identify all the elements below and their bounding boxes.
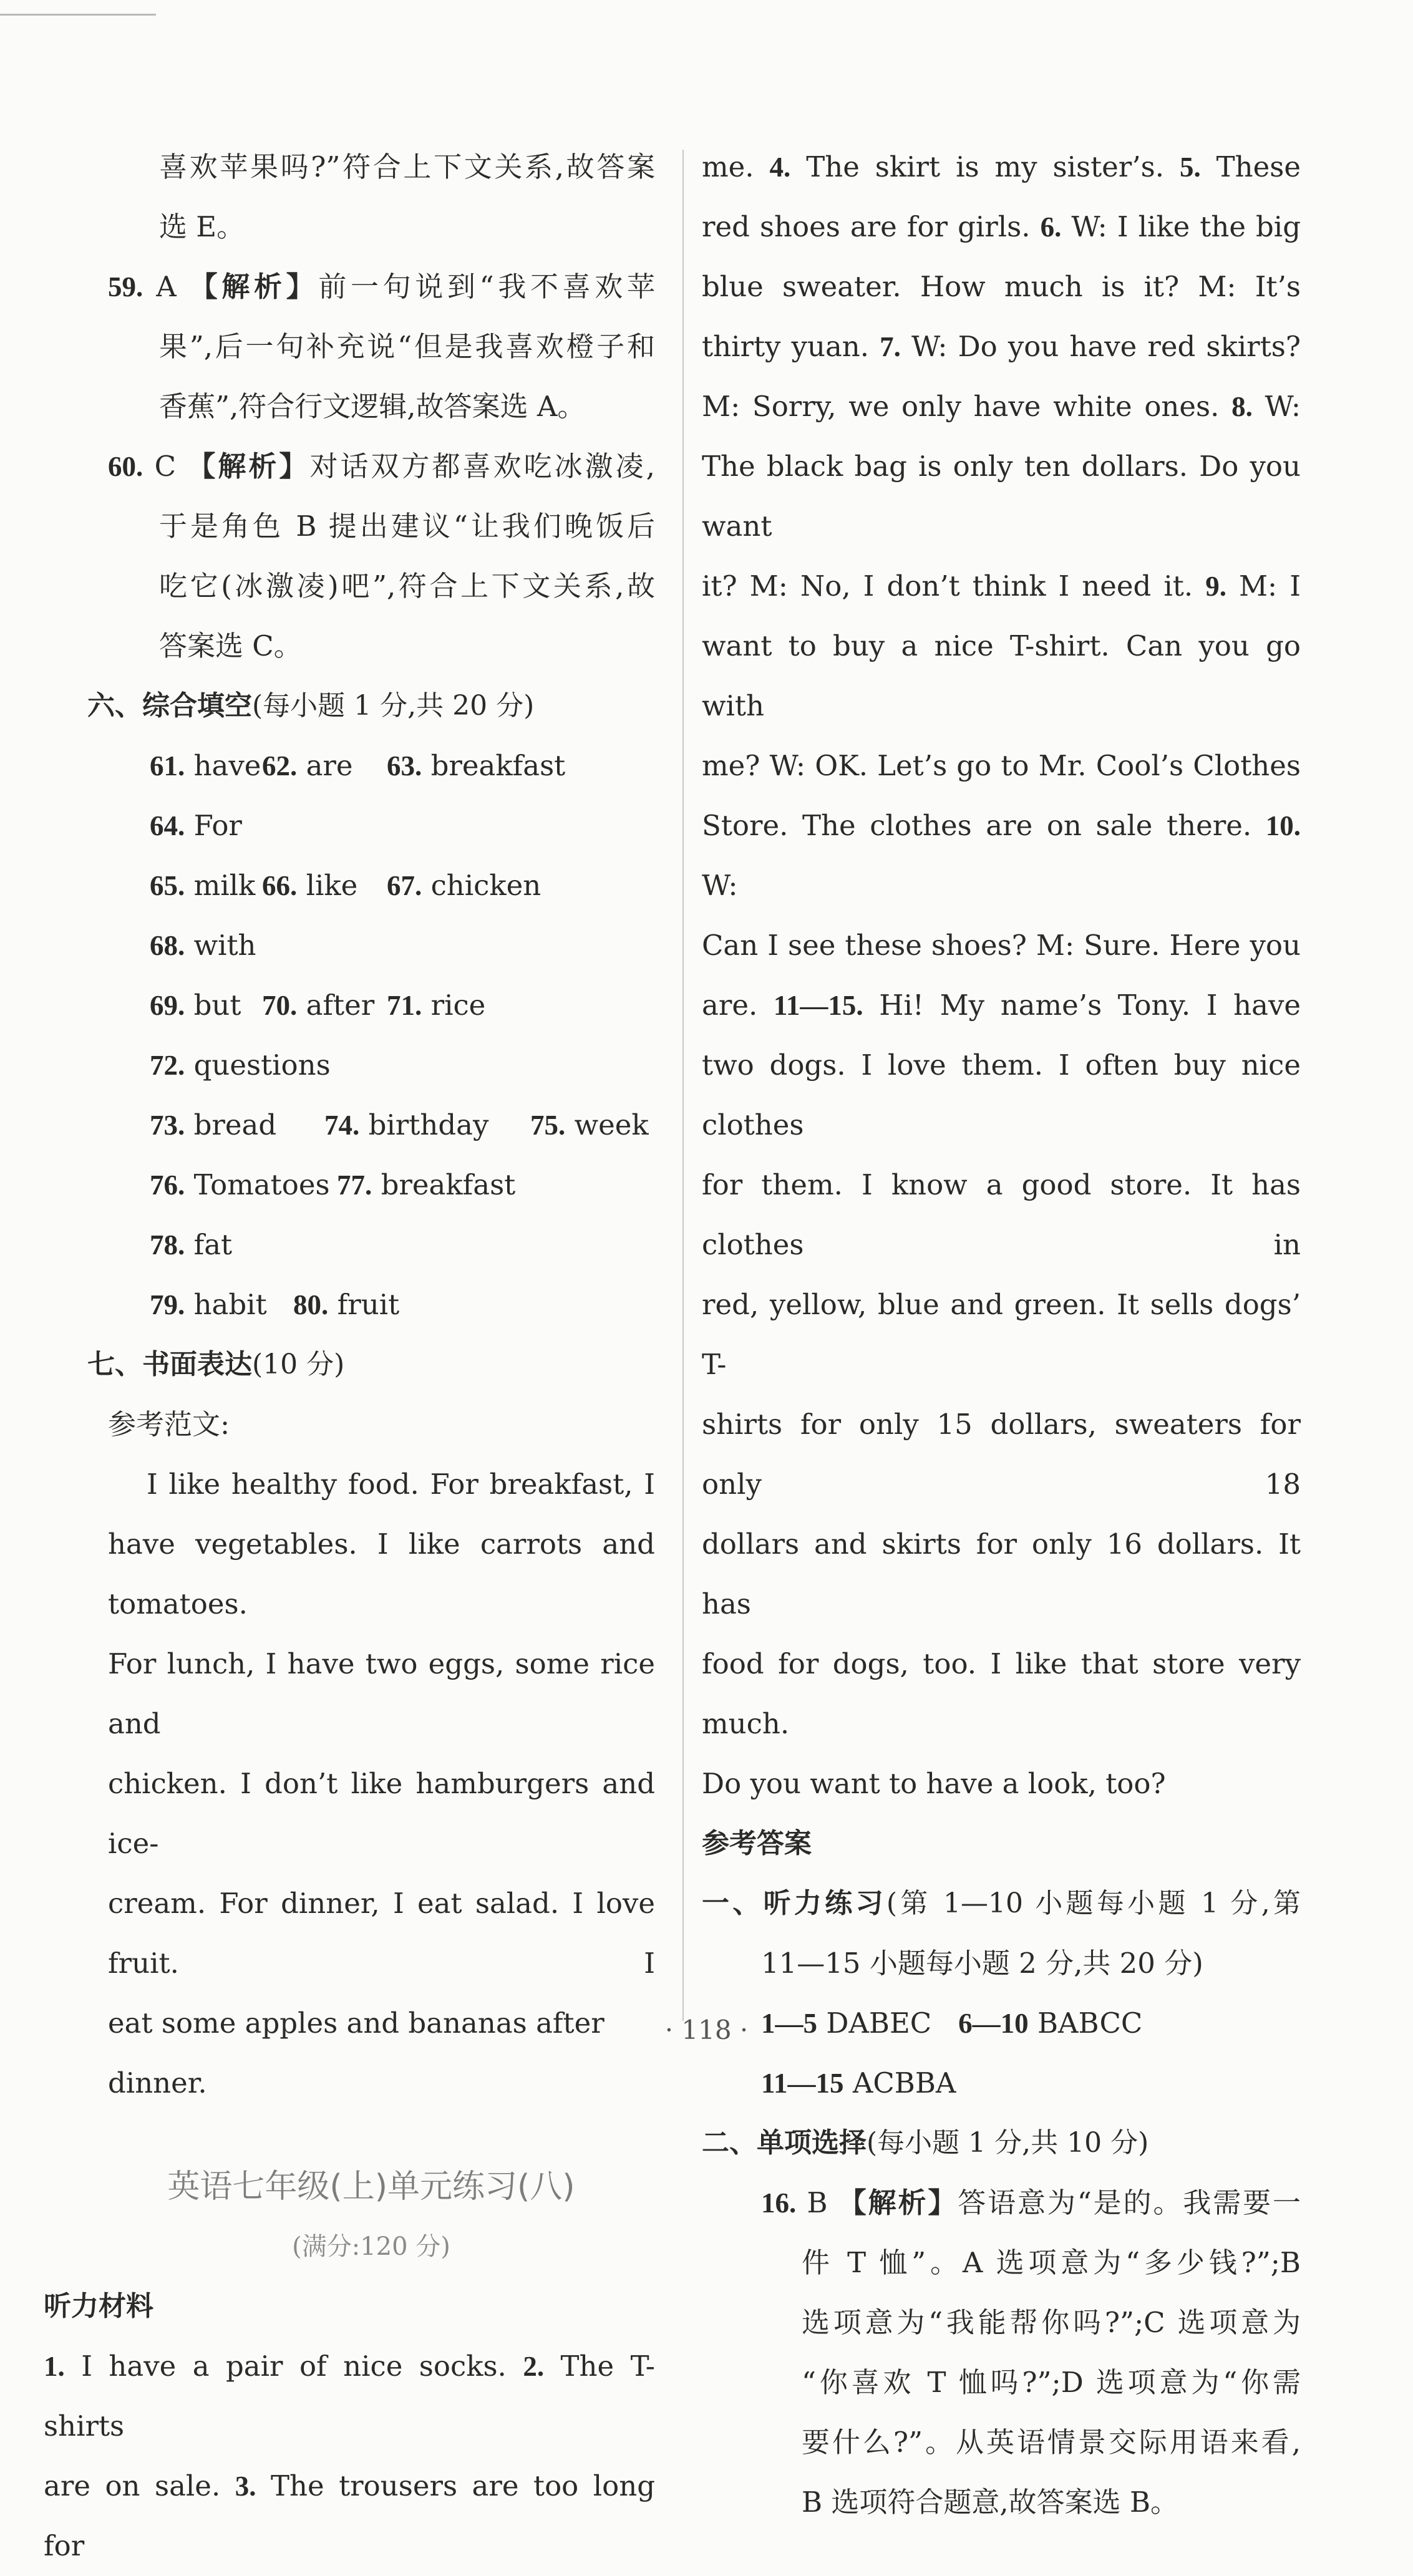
script-text: shirts for only 15 dollars, sweaters for only 18 [702, 1408, 1301, 1501]
q60-line: 于是角色 B 提出建议“让我们晚饭后 [159, 510, 655, 543]
listening-line [44, 2456, 655, 2576]
answer-word: questions [193, 1048, 331, 1082]
script-line [702, 796, 1301, 916]
q16-line: “你喜欢 T 恤吗?”;D 选项意为“你需 [802, 2366, 1301, 2399]
script-line [702, 1395, 1301, 1514]
script-text: M: Sorry, we only have white ones. [702, 390, 1232, 423]
item-number: 1. [44, 2351, 65, 2382]
sample-label: 参考范文: [108, 1408, 230, 1441]
listening-text: are on sale. [44, 2469, 221, 2502]
section-7-note: (10 分) [252, 1349, 345, 1380]
answer-number: 65. [150, 870, 185, 901]
script-text: W: [1252, 390, 1301, 423]
answer-cell [262, 856, 387, 916]
script-text: Can I see these shoes? M: Sure. Here you [702, 929, 1301, 962]
script-line [702, 616, 1301, 736]
item-number: 2. [523, 2351, 545, 2382]
answer-number: 62. [262, 750, 298, 782]
script-line [702, 257, 1301, 317]
answer-value: BABCC [1037, 2007, 1143, 2040]
answer-number: 72. [150, 1050, 185, 1081]
script-line [702, 556, 1301, 616]
answer-word: habit [193, 1288, 267, 1321]
answer-word: with [193, 929, 256, 962]
script-text: Do you want to have a look, too? [702, 1767, 1166, 1800]
answer-number: 69. [150, 990, 185, 1021]
script-text: for them. I know a good store. It has clothes in [702, 1168, 1301, 1261]
script-text: The black bag is only ten dollars. Do you want [702, 450, 1301, 543]
q60-line [87, 437, 655, 496]
q59-answer: A [156, 270, 177, 303]
answer-number: 77. [337, 1169, 372, 1201]
script-line [702, 1754, 1301, 1814]
answer-row [87, 976, 655, 1095]
section-2-heading [702, 2113, 1301, 2173]
q60-text: 对话双方都喜欢吃冰激凌, [309, 450, 655, 483]
q59-number: 59. [108, 271, 143, 303]
section-1-heading [702, 1874, 1301, 1934]
script-text: me? W: OK. Let’s go to Mr. Cool’s Clothes [702, 749, 1301, 782]
script-text: Store. The clothes are on sale there. [702, 809, 1266, 842]
answer-cell [387, 976, 512, 1035]
q16-line: 要什么?”。从英语情景交际用语来看, [802, 2426, 1301, 2459]
q16-tag: 【解析】 [838, 2186, 958, 2219]
answer-number: 79. [150, 1289, 185, 1320]
answer-word: Tomatoes [193, 1168, 330, 1201]
answer-word: breakfast [381, 1168, 516, 1201]
essay-line: For lunch, I have two eggs, some rice and [108, 1647, 655, 1740]
answer-cell [150, 1095, 324, 1155]
script-text: me. [702, 150, 770, 183]
section-6-heading [87, 676, 655, 736]
script-line [702, 317, 1301, 377]
q16-answer: B [807, 2186, 828, 2219]
q60-line: 吃它(冰激凌)吧”,符合上下文关系,故 [159, 569, 655, 603]
script-text: thirty yuan. [702, 330, 880, 363]
item-number: 6. [1040, 211, 1062, 243]
answer-word: like [306, 869, 358, 902]
script-text: blue sweater. How much is it? M: It’s [702, 270, 1301, 303]
answer-row [87, 1095, 655, 1155]
script-text: it? M: No, I don’t think I need it. [702, 569, 1206, 603]
script-text: W: [702, 869, 738, 902]
answer-number: 71. [387, 990, 422, 1021]
answer-cell [387, 736, 580, 796]
essay-line: have vegetables. I like carrots and tomatoes. [108, 1528, 655, 1620]
answer-value: ACBBA [852, 2066, 956, 2099]
q60-tag: 【解析】 [187, 450, 310, 483]
answer-number: 68. [150, 930, 185, 961]
item-number: 7. [880, 331, 901, 362]
left-column [44, 137, 656, 2576]
page-number: · 118 · [664, 2015, 749, 2045]
section-7-heading [87, 1335, 655, 1395]
answer-number: 70. [262, 990, 298, 1021]
section-6-answers [87, 736, 655, 1335]
answer-cell [150, 856, 262, 916]
answer-word: after [306, 989, 375, 1022]
answer-cell [530, 1095, 655, 1155]
script-text: dollars and skirts for only 16 dollars. It has [702, 1528, 1301, 1620]
item-number: 3. [235, 2471, 256, 2502]
answer-range: 11—15 [761, 2068, 844, 2099]
item-number: 9. [1205, 571, 1226, 602]
script-text: red shoes are for girls. [702, 210, 1041, 243]
answer-word: fat [193, 1228, 233, 1261]
answer-cell [293, 1275, 418, 1335]
script-line [702, 437, 1301, 556]
section-2-title: 二、单项选择 [702, 2127, 867, 2159]
answer-number: 61. [150, 750, 185, 782]
listening-line [44, 2336, 655, 2456]
answer-number: 66. [262, 870, 298, 901]
answer-cell [150, 1275, 293, 1335]
answer-word: fruit [337, 1288, 400, 1321]
answer-cell [262, 736, 387, 796]
script-text: M: I [1226, 569, 1301, 603]
answer-number: 74. [324, 1110, 360, 1141]
essay-line: eat some apples and bananas after dinner. [108, 2007, 605, 2099]
answer-row [87, 1155, 655, 1275]
answer-word: chicken [430, 869, 541, 902]
script-text: food for dogs, too. I like that store very much. [702, 1647, 1301, 1740]
item-number: 11—15. [773, 990, 863, 1021]
listening-text: The trousers are too long for [44, 2469, 656, 2562]
script-line [702, 1035, 1301, 1155]
answer-word: week [574, 1108, 649, 1141]
answer-cell [150, 736, 262, 796]
script-line [702, 137, 1301, 197]
section-1-answers [702, 2053, 1301, 2113]
listening-script [702, 137, 1301, 1814]
answer-cell [150, 1155, 337, 1215]
section-7-title: 七、书面表达 [87, 1349, 252, 1380]
script-text: W: I like the big [1061, 210, 1301, 243]
q59-text: 前一句说到“我不喜欢苹 [318, 270, 655, 303]
answer-cell [150, 1215, 274, 1275]
unit-subtitle: (满分:120 分) [292, 2232, 450, 2261]
top-rule [0, 14, 156, 16]
q16-line: B 选项符合题意,故答案选 B。 [802, 2486, 1179, 2519]
answers-label: 参考答案 [702, 1828, 812, 1859]
answer-row [87, 736, 655, 856]
q58-line: 选 E。 [159, 210, 245, 243]
answer-cell [150, 976, 262, 1035]
answer-word: milk [193, 869, 256, 902]
answer-word: breakfast [430, 749, 566, 782]
q16-line [702, 2173, 1301, 2233]
answer-value: DABEC [826, 2007, 932, 2040]
answer-cell [324, 1095, 530, 1155]
item-number: 8. [1231, 391, 1253, 422]
script-text: The skirt is my sister’s. [790, 150, 1180, 183]
q60-answer: C [154, 450, 177, 483]
answer-row [87, 856, 655, 976]
answer-number: 64. [150, 810, 185, 841]
answer-number: 63. [387, 750, 422, 782]
q59-line [87, 257, 655, 317]
answer-cell [387, 856, 580, 916]
q16-line: 件 T 恤”。A 选项意为“多少钱?”;B [802, 2246, 1301, 2279]
script-text: Hi! My name’s Tony. I have [863, 989, 1301, 1022]
listening-text: I have a pair of nice socks. [81, 2350, 507, 2383]
item-number: 4. [769, 152, 791, 183]
answer-word: birthday [368, 1108, 489, 1141]
section-2-note: (每小题 1 分,共 10 分) [867, 2127, 1149, 2159]
script-text: These [1200, 150, 1301, 183]
essay-line: chicken. I don’t like hamburgers and ice- [108, 1767, 655, 1860]
answer-word: have [193, 749, 261, 782]
script-line [702, 1275, 1301, 1395]
script-line [702, 976, 1301, 1035]
answer-word: but [193, 989, 241, 1022]
answer-range: 1—5 [761, 2008, 817, 2039]
q60-line: 答案选 C。 [159, 629, 302, 662]
answer-range: 6—10 [958, 2008, 1029, 2039]
answer-cell [337, 1155, 543, 1215]
q60-number: 60. [108, 451, 143, 482]
answer-number: 78. [150, 1229, 185, 1261]
q16-line: 选项意为“我能帮你吗?”;C 选项意为 [802, 2306, 1301, 2339]
answer-word: For [193, 809, 242, 842]
item-number: 10. [1265, 810, 1301, 841]
q59-tag: 【解析】 [189, 270, 319, 303]
item-number: 5. [1179, 152, 1201, 183]
answer-cell [150, 1035, 331, 1095]
q58-line: 喜欢苹果吗?”符合上下文关系,故答案 [159, 150, 655, 183]
column-divider [682, 150, 684, 2021]
q59-line: 果”,后一句补充说“但是我喜欢橙子和 [159, 330, 655, 363]
script-line [702, 197, 1301, 257]
answer-cell [150, 916, 274, 976]
script-text: are. [702, 989, 774, 1022]
listening-label: 听力材料 [44, 2290, 153, 2322]
script-text: want to buy a nice T-shirt. Can you go with [702, 629, 1301, 722]
answer-number: 80. [293, 1289, 329, 1320]
section-1-note-line: 11—15 小题每小题 2 分,共 20 分) [761, 1947, 1203, 1980]
essay-line: I like healthy food. For breakfast, I [147, 1468, 655, 1501]
section-6-title: 六、综合填空 [87, 690, 252, 722]
essay-line: cream. For dinner, I eat salad. I love fruit. I [108, 1887, 655, 1980]
script-text: two dogs. I love them. I often buy nice clothes [702, 1048, 1301, 1141]
answer-row [87, 1275, 655, 1335]
script-line [702, 377, 1301, 437]
script-text: red, yellow, blue and green. It sells dogs’ T- [702, 1288, 1301, 1381]
unit-title: 英语七年级(上)单元练习(八) [167, 2168, 575, 2206]
section-6-note: (每小题 1 分,共 20 分) [252, 690, 535, 722]
answer-number: 67. [387, 870, 422, 901]
script-line [702, 1155, 1301, 1275]
answer-word: are [306, 749, 353, 782]
answer-word: rice [430, 989, 486, 1022]
q16-text: 答语意为“是的。我需要一 [958, 2186, 1301, 2219]
section-1-title: 一、听力练习 [702, 1887, 886, 1919]
answer-cell [262, 976, 387, 1035]
listening-text: The T-shirts [44, 2350, 656, 2443]
answer-word: bread [193, 1108, 277, 1141]
answer-number: 76. [150, 1169, 185, 1201]
q16-number: 16. [761, 2187, 797, 2219]
answer-number: 75. [530, 1110, 566, 1141]
script-line [702, 916, 1301, 976]
q59-line: 香蕉”,符合行文逻辑,故答案选 A。 [159, 390, 586, 423]
right-column [702, 137, 1301, 2532]
script-line [702, 736, 1301, 796]
answer-number: 73. [150, 1110, 185, 1141]
section-1-note: (第 1—10 小题每小题 1 分,第 [886, 1887, 1301, 1919]
script-line [702, 1514, 1301, 1634]
script-line [702, 1634, 1301, 1754]
script-text: W: Do you have red skirts? [900, 330, 1301, 363]
answer-cell [150, 796, 262, 856]
